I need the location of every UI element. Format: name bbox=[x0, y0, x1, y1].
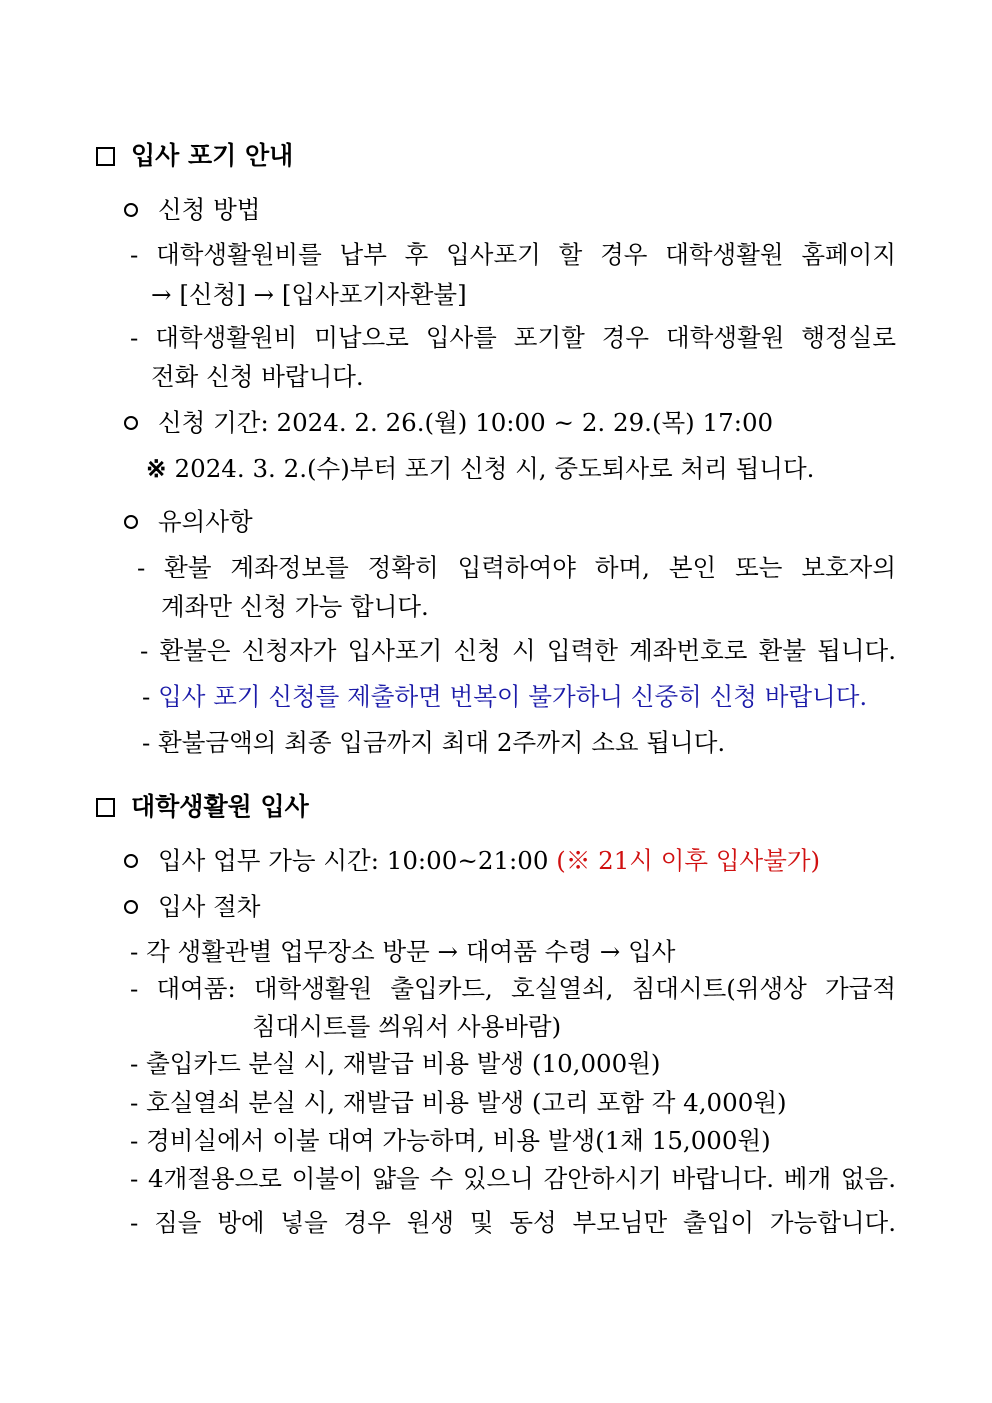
dash: - bbox=[142, 682, 159, 711]
caution-item-3-text: 입사 포기 신청를 제출하면 번복이 불가하니 신중히 신청 바랍니다. bbox=[158, 682, 868, 711]
circle-bullet-icon bbox=[124, 515, 138, 529]
apply-period bbox=[124, 408, 773, 438]
caution-item-3 bbox=[142, 682, 867, 712]
period-note bbox=[146, 454, 814, 484]
procedure-key-loss: - 호실열쇠 분실 시, 재발급 비용 발생 (고리 포함 각 4,000원) bbox=[130, 1088, 787, 1117]
apply-method-item-1: - 대학생활원비를 납부 후 입사포기 할 경우 대학생활원 홈페이지 bbox=[130, 240, 896, 269]
procedure-rental: - 대여품: 대학생활원 출입카드, 호실열쇠, 침대시트(위생상 가급적 bbox=[130, 974, 896, 1003]
subheading-text: 입사 절차 bbox=[158, 892, 261, 921]
subheading-text: 신청 방법 bbox=[158, 195, 261, 224]
apply-method-item-1-cont: → [신청] → [입사포기자환불] bbox=[151, 280, 467, 309]
section-title: 입사 포기 안내 bbox=[131, 141, 294, 170]
procedure-step-flow: - 각 생활관별 업무장소 방문 → 대여품 수령 → 입사 bbox=[130, 937, 676, 966]
section-heading-move-in bbox=[96, 792, 309, 822]
section-title: 대학생활원 입사 bbox=[131, 792, 309, 821]
procedure-luggage: - 짐을 방에 넣을 경우 원생 및 동성 부모님만 출입이 가능합니다. bbox=[130, 1208, 896, 1237]
circle-bullet-icon bbox=[124, 900, 138, 914]
procedure-card-loss: - 출입카드 분실 시, 재발급 비용 발생 (10,000원) bbox=[130, 1049, 661, 1078]
subheading-text: 유의사항 bbox=[158, 507, 253, 536]
procedure-blanket: - 경비실에서 이불 대여 가능하며, 비용 발생(1채 15,000원) bbox=[130, 1126, 771, 1155]
circle-bullet-icon bbox=[124, 203, 138, 217]
reference-mark-icon: ※ bbox=[146, 454, 167, 483]
apply-method-item-2-cont: 전화 신청 바랍니다. bbox=[151, 362, 364, 391]
circle-bullet-icon bbox=[124, 416, 138, 430]
caution-item-1-cont: 계좌만 신청 가능 합니다. bbox=[161, 592, 429, 621]
section-heading-withdrawal bbox=[96, 141, 293, 171]
checkbox-square-icon bbox=[96, 798, 115, 817]
procedure-blanket-note: - 4개절용으로 이불이 얇을 수 있으니 감안하시기 바랍니다. 베개 없음. bbox=[130, 1164, 896, 1193]
procedure-rental-cont: 침대시트를 씌워서 사용바람) bbox=[252, 1012, 562, 1041]
move-in-hours bbox=[124, 846, 820, 876]
apply-method-item-2: - 대학생활원비 미납으로 입사를 포기할 경우 대학생활원 행정실로 bbox=[130, 323, 896, 352]
caution-item-4: - 환불금액의 최종 입금까지 최대 2주까지 소요 됩니다. bbox=[142, 728, 726, 757]
subheading-procedure bbox=[124, 892, 260, 922]
subheading-apply-method bbox=[124, 195, 260, 225]
subheading-cautions bbox=[124, 507, 253, 537]
apply-period-text: 신청 기간: 2024. 2. 26.(월) 10:00 ~ 2. 29.(목) 17:00 bbox=[158, 408, 774, 437]
move-in-hours-text: 입사 업무 가능 시간: 10:00~21:00 bbox=[158, 846, 557, 875]
move-in-hours-note: (※ 21시 이후 입사불가) bbox=[556, 846, 821, 875]
checkbox-square-icon bbox=[96, 147, 115, 166]
caution-item-2: - 환불은 신청자가 입사포기 신청 시 입력한 계좌번호로 환불 됩니다. bbox=[140, 636, 896, 665]
period-note-text: 2024. 3. 2.(수)부터 포기 신청 시, 중도퇴사로 처리 됩니다. bbox=[174, 454, 815, 483]
circle-bullet-icon bbox=[124, 854, 138, 868]
caution-item-1: - 환불 계좌정보를 정확히 입력하여야 하며, 본인 또는 보호자의 bbox=[137, 553, 896, 582]
